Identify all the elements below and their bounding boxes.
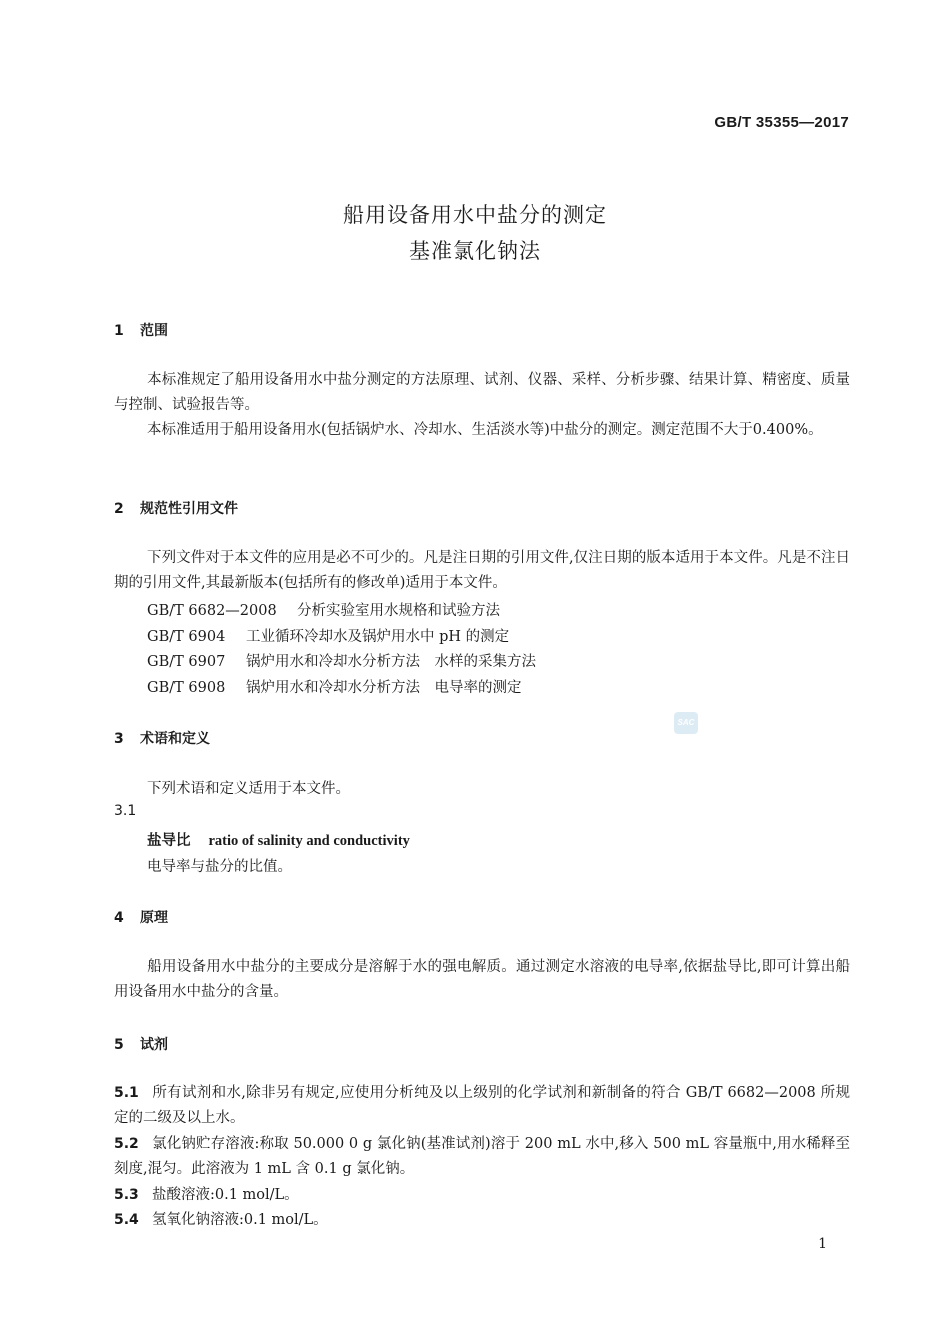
section-1-paragraph-1 <box>114 368 850 418</box>
document-title-line1: 船用设备用水中盐分的测定 <box>343 203 607 227</box>
section-4-paragraph-1 <box>114 955 850 1005</box>
term-english: ratio of salinity and conductivity <box>208 833 410 849</box>
clause-text: 所有试剂和水,除非另有规定,应使用分析纯及以上级别的化学试剂和新制备的符合 GB/T 6682—2008 所规定的二级及以上水。 <box>114 1085 850 1126</box>
paragraph-text: 船用设备用水中盐分的主要成分是溶解于水的强电解质。通过测定水溶液的电导率,依据盐导比,即可计算出船用设备用水中盐分的含量。 <box>114 959 850 1000</box>
reference-title: 锅炉用水和冷却水分析方法 水样的采集方法 <box>246 654 536 670</box>
term-entry <box>147 829 410 850</box>
page-number: 1 <box>818 1236 827 1252</box>
clause-number: 5.3 <box>114 1187 139 1203</box>
paragraph-text: 本标准适用于船用设备用水(包括锅炉水、冷却水、生活淡水等)中盐分的测定。测定范围不大于0.400%。 <box>147 422 823 438</box>
reference-title: 分析实验室用水规格和试验方法 <box>297 603 500 619</box>
reagent-item-5-4 <box>114 1208 850 1233</box>
section-title: 规范性引用文件 <box>140 501 238 517</box>
section-title: 试剂 <box>140 1037 168 1053</box>
reference-code: GB/T 6908 <box>147 680 226 696</box>
sac-watermark-logo <box>674 712 698 734</box>
reference-item <box>147 599 500 620</box>
section-number: 5 <box>114 1037 124 1053</box>
section-title: 范围 <box>140 323 168 339</box>
reference-title: 锅炉用水和冷却水分析方法 电导率的测定 <box>246 680 522 696</box>
section-1-heading <box>114 320 168 340</box>
section-number: 1 <box>114 323 124 339</box>
section-3-intro: 下列术语和定义适用于本文件。 <box>147 781 350 797</box>
clause-text: 氢氧化钠溶液:0.1 mol/L。 <box>152 1212 328 1228</box>
clause-number: 5.4 <box>114 1212 139 1228</box>
term-definition: 电导率与盐分的比值。 <box>147 859 292 875</box>
clause-number: 5.1 <box>114 1085 139 1101</box>
reagent-item-5-2 <box>114 1132 850 1182</box>
section-number: 4 <box>114 910 124 926</box>
reference-code: GB/T 6907 <box>147 654 226 670</box>
clause-text: 盐酸溶液:0.1 mol/L。 <box>152 1187 299 1203</box>
section-3-heading <box>114 728 210 748</box>
section-number: 3 <box>114 731 124 747</box>
section-1-paragraph-2 <box>114 418 850 443</box>
section-2-heading <box>114 498 238 518</box>
reagent-item-5-1 <box>114 1081 850 1131</box>
clause-number: 5.2 <box>114 1136 139 1152</box>
subclause-number: 3.1 <box>114 803 137 819</box>
paragraph-text: 本标准规定了船用设备用水中盐分测定的方法原理、试剂、仪器、采样、分析步骤、结果计算、精密度、质量与控制、试验报告等。 <box>114 372 850 413</box>
section-2-paragraph-1 <box>114 546 850 596</box>
document-title-line2: 基准氯化钠法 <box>409 239 541 263</box>
reference-item <box>147 625 509 646</box>
reference-title: 工业循环冷却水及锅炉用水中 pH 的测定 <box>246 629 510 645</box>
reagent-item-5-3 <box>114 1183 850 1208</box>
reference-item <box>147 650 536 671</box>
section-5-heading <box>114 1034 168 1054</box>
clause-text: 氯化钠贮存溶液:称取 50.000 0 g 氯化钠(基准试剂)溶于 200 mL 水中,移入 500 mL 容量瓶中,用水稀释至刻度,混匀。此溶液为 1 mL 含 0.1 g 氯化钠。 <box>114 1136 850 1177</box>
reference-code: GB/T 6682—2008 <box>147 603 277 619</box>
paragraph-text: 下列文件对于本文件的应用是必不可少的。凡是注日期的引用文件,仅注日期的版本适用于本文件。凡是不注日期的引用文件,其最新版本(包括所有的修改单)适用于本文件。 <box>114 550 850 591</box>
subclause-3-1 <box>114 803 152 819</box>
reference-code: GB/T 6904 <box>147 629 226 645</box>
term-chinese: 盐导比 <box>147 833 191 849</box>
section-title: 原理 <box>140 910 168 926</box>
reference-item <box>147 676 522 697</box>
watermark-text: SAC <box>677 718 695 727</box>
section-number: 2 <box>114 501 124 517</box>
standard-number: GB/T 35355—2017 <box>714 114 849 131</box>
section-title: 术语和定义 <box>140 731 210 747</box>
section-4-heading <box>114 907 168 927</box>
